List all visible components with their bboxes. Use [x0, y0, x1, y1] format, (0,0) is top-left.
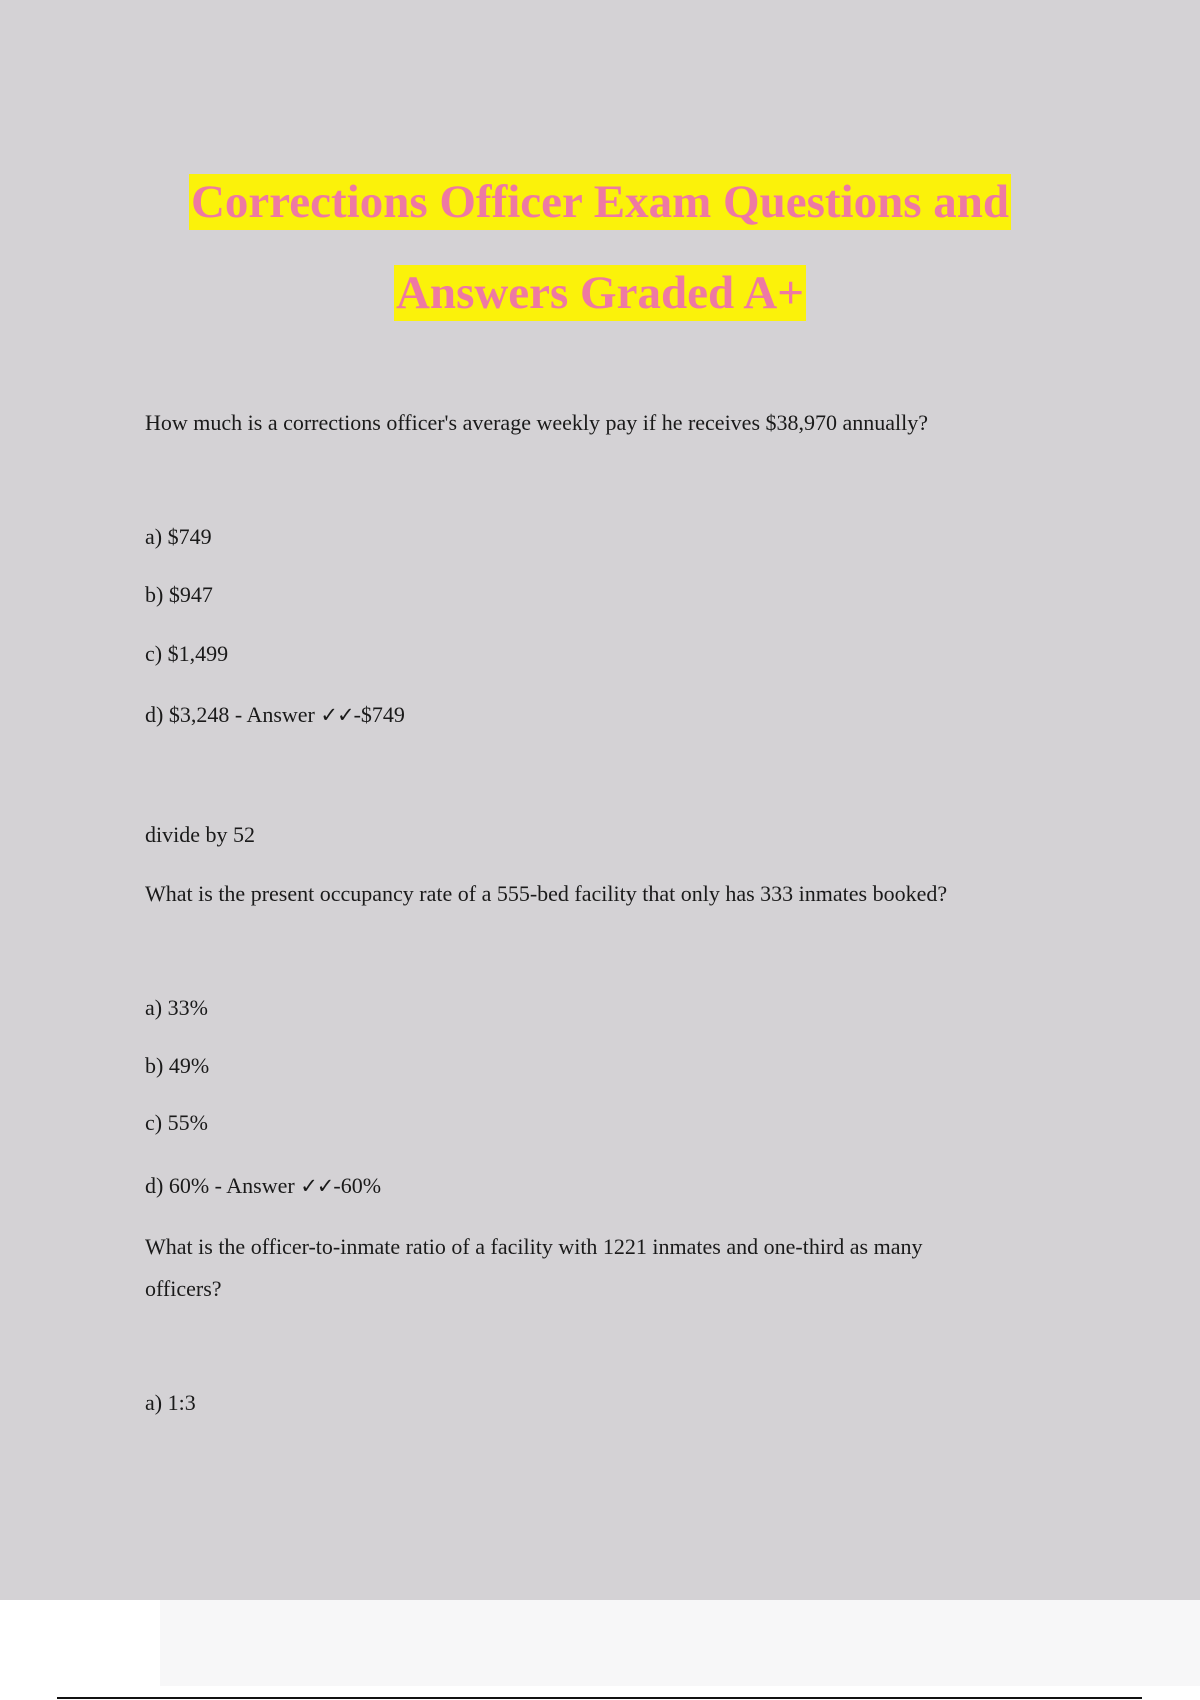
checkmark-icon: ✓✓	[300, 1174, 334, 1198]
question-2-option-b: b) 49%	[145, 1053, 210, 1078]
document-title-line-2	[0, 265, 1200, 321]
question-3-text-line-2: officers?	[145, 1276, 222, 1301]
document-title-line-1	[0, 174, 1200, 230]
question-1-option-d	[145, 694, 1045, 736]
question-2-answer: -60%	[333, 1173, 382, 1198]
checkmark-icon: ✓✓	[320, 703, 354, 727]
question-1-option-c: c) $1,499	[145, 641, 229, 666]
question-2-text: What is the present occupancy rate of a 555-bed facility that only has 333 inmates booked?	[145, 881, 948, 906]
question-1-option-d-label: d) $3,248 - Answer	[145, 702, 321, 727]
question-3-text-line-1: What is the officer-to-inmate ratio of a facility with 1221 inmates and one-third as many	[145, 1234, 923, 1259]
question-1-option-b: b) $947	[145, 582, 213, 607]
footer-shade	[160, 1600, 1200, 1686]
question-1-text: How much is a corrections officer's average weekly pay if he receives $38,970 annually?	[145, 410, 929, 435]
title-highlight-2: Answers Graded A+	[395, 267, 804, 319]
question-2-option-a: a) 33%	[145, 995, 208, 1020]
question-1-option-a: a) $749	[145, 524, 212, 549]
title-highlight-1: Corrections Officer Exam Questions and	[190, 176, 1010, 228]
question-2-option-d-label: d) 60% - Answer	[145, 1173, 301, 1198]
page-footer-area	[0, 1600, 1200, 1700]
question-1-explanation: divide by 52	[145, 822, 255, 847]
question-2-option-c: c) 55%	[145, 1110, 208, 1135]
question-3-option-a: a) 1:3	[145, 1390, 196, 1415]
question-1-answer: -$749	[353, 702, 405, 727]
footer-divider	[57, 1697, 1142, 1699]
question-2-option-d	[145, 1165, 1045, 1207]
